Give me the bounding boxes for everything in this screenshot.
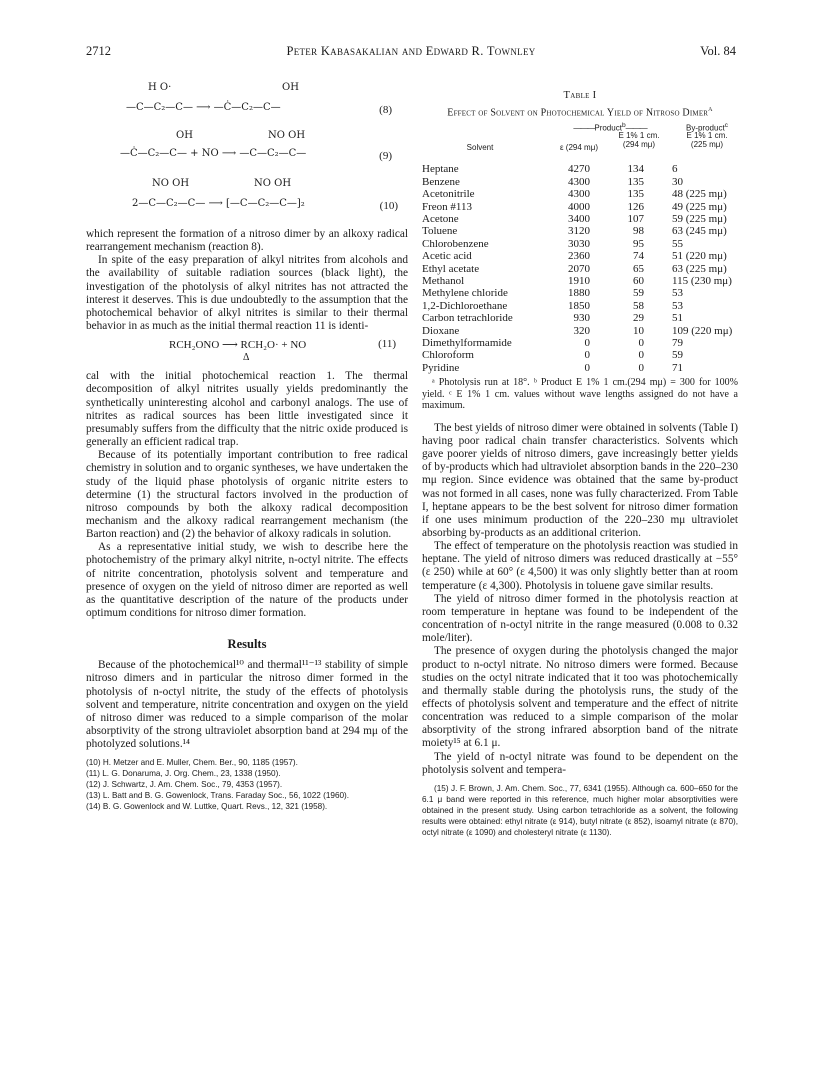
table-title: Table I bbox=[563, 90, 597, 101]
table-row bbox=[422, 213, 738, 225]
product-e1-cell: 98 bbox=[633, 225, 644, 238]
solvent-cell: Pyridine bbox=[422, 361, 460, 374]
product-e1-cell: 74 bbox=[633, 250, 644, 263]
eq8-number: (8) bbox=[379, 104, 392, 116]
table-row bbox=[422, 163, 738, 175]
product-e1-cell: 107 bbox=[627, 212, 644, 225]
paragraph-concentration-effect: The yield of nitroso dimer formed in the photolysis reaction at room temperature in heptane was found to be independent of the concentration of n-octyl nitrite in the range measured (0.008 to 0.32 mole/liter). bbox=[422, 592, 738, 645]
product-e1-cell: 126 bbox=[627, 200, 644, 213]
byproduct-cell: 71 bbox=[672, 361, 683, 374]
solvent-cell: Dimethylformamide bbox=[422, 337, 512, 350]
footnote-12: (12) J. Schwartz, J. Am. Chem. Soc., 79, 4353 (1957). bbox=[86, 780, 283, 790]
solvent-cell: Chloroform bbox=[422, 349, 474, 362]
byproduct-cell: 48 (225 mμ) bbox=[672, 188, 727, 201]
eq9-top-left: OH bbox=[176, 130, 193, 141]
col-solvent-head: Solvent bbox=[466, 143, 494, 153]
byproduct-head: By-product bbox=[685, 123, 725, 133]
byproduct-cell: 49 (225 mμ) bbox=[672, 200, 727, 213]
epsilon-cell: 1850 bbox=[568, 299, 590, 312]
table-row bbox=[422, 362, 738, 374]
table-row bbox=[422, 349, 738, 361]
byproduct-cell: 63 (225 mμ) bbox=[672, 262, 727, 275]
paragraph-oxygen-effect: The presence of oxygen during the photolysis changed the major product to n-octyl nitrate. No nitroso dimers were formed. Because studies on the octyl nitrate indicated that it too was photochemically and thermally stable during the photolysis runs, the study of the effects of photolysis solvent and temperature and the effect of nitrite concentration was reduced to a simple comparison of the molar absorptivity of the strong infrared absorption band of the nitrate moiety¹⁵ at 6.1 μ. bbox=[422, 645, 738, 750]
left-column bbox=[86, 82, 408, 812]
epsilon-cell: 4000 bbox=[568, 200, 590, 213]
product-e1-cell: 10 bbox=[633, 324, 644, 337]
product-e1-cell: 95 bbox=[633, 237, 644, 250]
table-row bbox=[422, 275, 738, 287]
epsilon-cell: 2070 bbox=[568, 262, 590, 275]
solvent-cell: Methanol bbox=[422, 274, 465, 287]
eq9-main: —Ċ—C₂—C— + NO ⟶ —C—C₂—C— bbox=[120, 148, 307, 159]
solvent-cell: Chlorobenzene bbox=[422, 237, 489, 250]
epsilon-cell: 3400 bbox=[568, 212, 590, 225]
solvent-cell: 1,2-Dichloroethane bbox=[422, 299, 508, 312]
solvent-cell: Toluene bbox=[422, 225, 458, 238]
eq8-top-left: H O· bbox=[148, 82, 172, 93]
running-authors: Peter Kabasakalian and Edward R. Townley bbox=[286, 44, 536, 58]
paragraph-alkoxy-intro: which represent the formation of a nitroso dimer by an alkoxy radical rearrangement mechanism (reaction 8). bbox=[86, 228, 408, 254]
epsilon-cell: 3030 bbox=[568, 237, 590, 250]
table-row bbox=[422, 300, 738, 312]
solvent-cell: Ethyl acetate bbox=[422, 262, 480, 275]
solvent-cell: Freon #113 bbox=[422, 200, 473, 213]
table-row bbox=[422, 287, 738, 299]
reaction-11-number: (11) bbox=[378, 338, 396, 351]
paragraph-nitrate-yield: The yield of n-octyl nitrate was found to be dependent on the photolysis solvent and tempera- bbox=[422, 750, 738, 776]
reaction-11-delta: Δ bbox=[243, 352, 250, 364]
table-row bbox=[422, 201, 738, 213]
product-e1-cell: 135 bbox=[627, 188, 644, 201]
product-e1-cell: 60 bbox=[633, 274, 644, 287]
footnote-10: (10) H. Metzer and E. Muller, Chem. Ber., 90, 1185 (1957). bbox=[86, 758, 298, 768]
product-group-head: ———Product$^b$——— bbox=[573, 122, 647, 133]
product-e1-cell: 135 bbox=[627, 175, 644, 188]
reaction-11 bbox=[86, 337, 408, 367]
eq8-top-right: OH bbox=[282, 82, 299, 93]
table-row bbox=[422, 337, 738, 349]
product-e1-cell: 58 bbox=[633, 299, 644, 312]
footnote-13: (13) L. Batt and B. G. Gowenlock, Trans. Faraday Soc., 56, 1022 (1960). bbox=[86, 791, 350, 801]
solvent-table-body bbox=[422, 163, 738, 374]
epsilon-cell: 4300 bbox=[568, 175, 590, 188]
byproduct-cell: 115 (230 mμ) bbox=[672, 274, 732, 287]
epsilon-cell: 930 bbox=[573, 312, 590, 325]
paragraph-thermal-decomposition: cal with the initial photochemical reaction 1. The thermal decomposition of alkyl nitrites usually yields predominantly the synthetically uninteresting alcohol and carbonyl analogs. The use of nitrites as radical sources has been little investigated since it presumably suffers from the difficulty that the nitric oxide produced is generally an efficient radical trap. bbox=[86, 370, 408, 449]
epsilon-cell: 0 bbox=[584, 337, 590, 350]
eq9-number: (9) bbox=[379, 150, 392, 162]
table-row bbox=[422, 176, 738, 188]
epsilon-cell: 4300 bbox=[568, 188, 590, 201]
solvent-cell: Carbon tetrachloride bbox=[422, 312, 513, 325]
footnote-15: (15) J. F. Brown, J. Am. Chem. Soc., 77, 6341 (1955). Although ca. 600–650 for the 6.1 μ band were reported in this reference, much higher molar absorptivities were obtained in the present study. Using carbon tetrachloride as a solvent, the following results were obtained: ethyl nitrate (ε 914), butyl nitrate (ε 852), isoamyl nitrate (ε 870), octyl nitrate (ε 1090) and cholesteryl nitrate (ε 1130). bbox=[422, 783, 738, 837]
eq10-top-right: NO OH bbox=[254, 178, 292, 189]
solvent-cell: Benzene bbox=[422, 175, 460, 188]
epsilon-cell: 2360 bbox=[568, 250, 590, 263]
byproduct-cell: 6 bbox=[672, 163, 678, 176]
epsilon-cell: 3120 bbox=[568, 225, 590, 238]
product-e1-cell: 0 bbox=[638, 337, 644, 350]
footnotes-right bbox=[422, 783, 738, 838]
paragraph-best-yields: The best yields of nitroso dimer were obtained in solvents (Table I) having poor radical chain transfer characteristics. Solvents which gave poorer yields of nitroso dimers, gave increasingly better yields of by-products which had ultraviolet absorption bands in the 220–230 mμ region. Since evidence was obtained that the same by-product was not formed in all cases, none was fully characterized. From Table I, heptane appears to be the best solvent for nitroso dimer formation if one uses minimum production of the 220–230 mμ ultraviolet absorbing by-products as an additional criterion. bbox=[422, 421, 738, 539]
product-e1-cell: 65 bbox=[633, 262, 644, 275]
col-e1-wavelength: (294 mμ) bbox=[622, 140, 656, 150]
paragraph-photolysis-background: In spite of the easy preparation of alkyl nitrites from alcohols and the availability of suitable radiation sources (black light), the investigation of the photolysis of alkyl nitrites has not attracted the interest it deserves. This is due undoubtedly to the assumption that the photochemical behavior of alkyl nitrites is similar to their thermal behavior in as much as the initial thermal reaction 11 is identi- bbox=[86, 254, 408, 333]
col-e1-label: E 1% 1 cm. bbox=[618, 131, 660, 141]
eq9-top-right: NO OH bbox=[268, 130, 306, 141]
product-e1-cell: 59 bbox=[633, 287, 644, 300]
footnote-14: (14) B. G. Gowenlock and W. Luttke, Quart. Revs., 12, 321 (1958). bbox=[86, 802, 328, 812]
col-eps-head: ε (294 mμ) bbox=[560, 143, 598, 153]
eq10-top-left: NO OH bbox=[152, 178, 190, 189]
table-caption-mark: a bbox=[708, 104, 713, 113]
epsilon-cell: 4270 bbox=[568, 163, 590, 176]
byproduct-cell: 59 (225 mμ) bbox=[672, 212, 727, 225]
reaction-11-equation: RCH₂ONO ⟶ RCH₂O· + NO bbox=[169, 339, 307, 352]
paragraph-results-stability: Because of the photochemical¹⁰ and thermal¹¹⁻¹³ stability of simple nitroso dimers and in particular the nitroso dimer formed in the photolysis of n-octyl nitrite, the study of the effects of photolysis solvent and temperature, nitrite concentration and oxygen on the yield of nitroso dimer was reduced to a simple comparison of the molar absorptivity of the strong ultraviolet absorption band at 294 mμ of the photolyzed solutions.¹⁴ bbox=[86, 659, 408, 751]
solvent-cell: Acetone bbox=[422, 212, 459, 225]
table-row bbox=[422, 250, 738, 262]
table-row bbox=[422, 225, 738, 237]
table-row bbox=[422, 263, 738, 275]
product-e1-cell: 134 bbox=[627, 163, 644, 176]
col-e2-wavelength: (225 mμ) bbox=[690, 140, 724, 150]
product-e1-cell: 29 bbox=[633, 312, 644, 325]
reaction-scheme bbox=[86, 82, 408, 228]
col-e2-label: E 1% 1 cm. bbox=[686, 131, 728, 141]
epsilon-cell: 0 bbox=[584, 349, 590, 362]
solvent-table bbox=[422, 163, 738, 374]
byproduct-cell: 79 bbox=[672, 337, 683, 350]
page-number: 2712 bbox=[86, 44, 111, 58]
eq10-number: (10) bbox=[379, 200, 398, 212]
eq8-main: —C—C₂—C— ⟶ —Ċ—C₂—C— bbox=[126, 102, 281, 113]
solvent-cell: Dioxane bbox=[422, 324, 460, 337]
results-heading: Results bbox=[227, 637, 267, 652]
col-e2-head bbox=[676, 131, 738, 149]
table-row bbox=[422, 238, 738, 250]
paragraph-temperature-effect: The effect of temperature on the photolysis reaction was studied in heptane. The yield of nitroso dimers was reduced drastically at −55° (ε 250) while at 60° (ε 4,500) it was only slightly better than at room temperature (ε 4,300). Photolysis in toluene gave similar results. bbox=[422, 540, 738, 592]
table-row bbox=[422, 325, 738, 337]
table-notes: ᵃ Photolysis run at 18°. ᵇ Product E 1% 1 cm.(294 mμ) = 300 for 100% yield. ᶜ E 1% 1 cm. values without wave lengths assigned do not have a maximum. bbox=[422, 377, 738, 412]
table-caption-text: Effect of Solvent on Photochemical Yield of Nitroso Dimer bbox=[447, 107, 709, 119]
solvent-cell: Heptane bbox=[422, 163, 459, 176]
product-head: Product bbox=[594, 123, 622, 133]
page-header bbox=[86, 44, 736, 58]
byproduct-mark: c bbox=[724, 122, 728, 130]
epsilon-cell: 1910 bbox=[568, 274, 590, 287]
byproduct-cell: 109 (220 mμ) bbox=[672, 324, 733, 337]
table-row bbox=[422, 188, 738, 200]
epsilon-cell: 0 bbox=[584, 361, 590, 374]
footnotes-left bbox=[86, 757, 408, 812]
byproduct-cell: 55 bbox=[672, 237, 683, 250]
table-row bbox=[422, 312, 738, 324]
byproduct-cell: 63 (245 mμ) bbox=[672, 225, 727, 238]
paragraph-representative-study: As a representative initial study, we wish to describe here the photochemistry of the primary alkyl nitrite, n-octyl nitrite. The effects of nitrite concentration, photolysis solvent and temperature and presence of oxygen on the yield of nitroso dimer are reported as well as the quantitative description of the nature of the products under optimum conditions for nitroso dimer formation. bbox=[86, 541, 408, 620]
byproduct-cell: 59 bbox=[672, 349, 683, 362]
table-column-headers bbox=[422, 121, 738, 161]
solvent-cell: Acetonitrile bbox=[422, 188, 475, 201]
byproduct-cell: 30 bbox=[672, 175, 683, 188]
epsilon-cell: 320 bbox=[573, 324, 590, 337]
volume-label: Vol. 84 bbox=[700, 44, 736, 58]
solvent-cell: Methylene chloride bbox=[422, 287, 508, 300]
product-e1-cell: 0 bbox=[638, 349, 644, 362]
table-caption bbox=[422, 103, 738, 119]
footnote-11: (11) L. G. Donaruma, J. Org. Chem., 23, 1338 (1950). bbox=[86, 769, 281, 779]
byproduct-cell: 53 bbox=[672, 299, 683, 312]
byproduct-cell: 51 bbox=[672, 312, 683, 325]
col-e1-head bbox=[608, 131, 670, 149]
right-column bbox=[422, 90, 738, 838]
product-e1-cell: 0 bbox=[638, 361, 644, 374]
product-mark: b bbox=[621, 122, 626, 130]
epsilon-cell: 1880 bbox=[568, 287, 590, 300]
paragraph-study-goals: Because of its potentially important contribution to free radical chemistry in solution and to organic syntheses, we have undertaken the study of the liquid phase photolysis of organic nitrite esters to determine (1) the structural factors involved in the production of nitroso compounds by both the alkoxy radical decomposition mechanism and the alkoxy radical rearrangement mechanism (the Barton reaction) and (2) the behavior of alkoxy radicals in solution. bbox=[86, 449, 408, 541]
solvent-cell: Acetic acid bbox=[422, 250, 472, 263]
byproduct-cell: 53 bbox=[672, 287, 683, 300]
byproduct-cell: 51 (220 mμ) bbox=[672, 250, 727, 263]
eq10-main: 2—C—C₂—C— ⟶ [—C—C₂—C—]₂ bbox=[132, 198, 305, 209]
